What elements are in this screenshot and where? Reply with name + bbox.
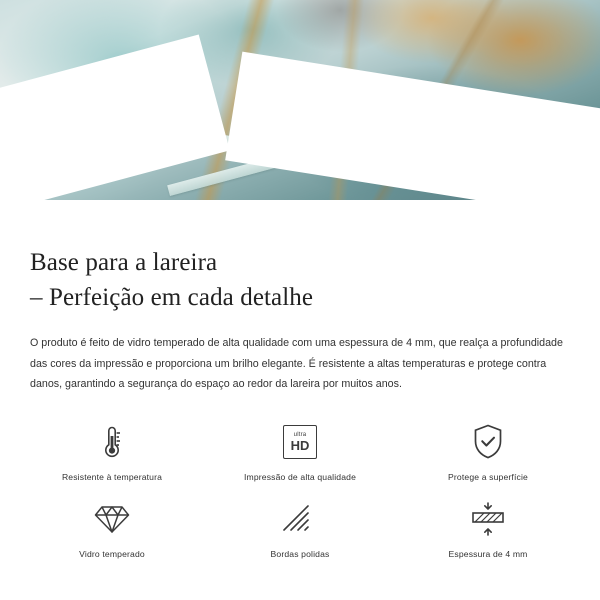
ultra-hd-badge-top: ultra — [293, 431, 307, 438]
polished-edges-icon — [282, 498, 318, 540]
ultra-hd-badge-bottom: HD — [290, 437, 310, 453]
page-title-line-1: Base para a lareira — [30, 249, 218, 276]
thickness-icon — [467, 498, 509, 540]
feature-grid — [0, 421, 600, 559]
thermometer-icon — [100, 421, 124, 463]
feature-item-print-quality — [210, 421, 390, 482]
ultra-hd-icon — [283, 421, 317, 463]
feature-label: Resistente à temperatura — [61, 471, 163, 482]
feature-label: Impressão de alta qualidade — [243, 471, 357, 482]
feature-label: Espessura de 4 mm — [448, 548, 528, 559]
feature-item-thickness — [398, 498, 578, 559]
shield-check-icon — [471, 421, 505, 463]
feature-label: Vidro temperado — [79, 548, 145, 559]
page-title-line-2: – Perfeição em cada detalhe — [30, 283, 314, 311]
feature-item-tempered-glass — [22, 498, 202, 559]
feature-item-polished-edges — [210, 498, 390, 559]
description-content — [0, 222, 600, 395]
page-title — [30, 246, 570, 315]
diamond-icon — [94, 498, 130, 540]
feature-item-temperature — [22, 421, 202, 482]
description-paragraph: O produto é feito de vidro temperado de alta qualidade com uma espessura de 4 mm, que realça a profundidade das cores da impressão e proporciona um brilho elegante. É resistente a altas temperaturas e protege contra danos, garantindo a segurança do espaço ao redor da lareira por muitos anos. — [30, 337, 563, 391]
feature-label: Bordas polidas — [270, 548, 330, 559]
marble-glass-artwork — [0, 0, 600, 200]
hero-image — [0, 0, 600, 222]
feature-item-surface-protection — [398, 421, 578, 482]
feature-label: Protege a superfície — [448, 471, 528, 482]
